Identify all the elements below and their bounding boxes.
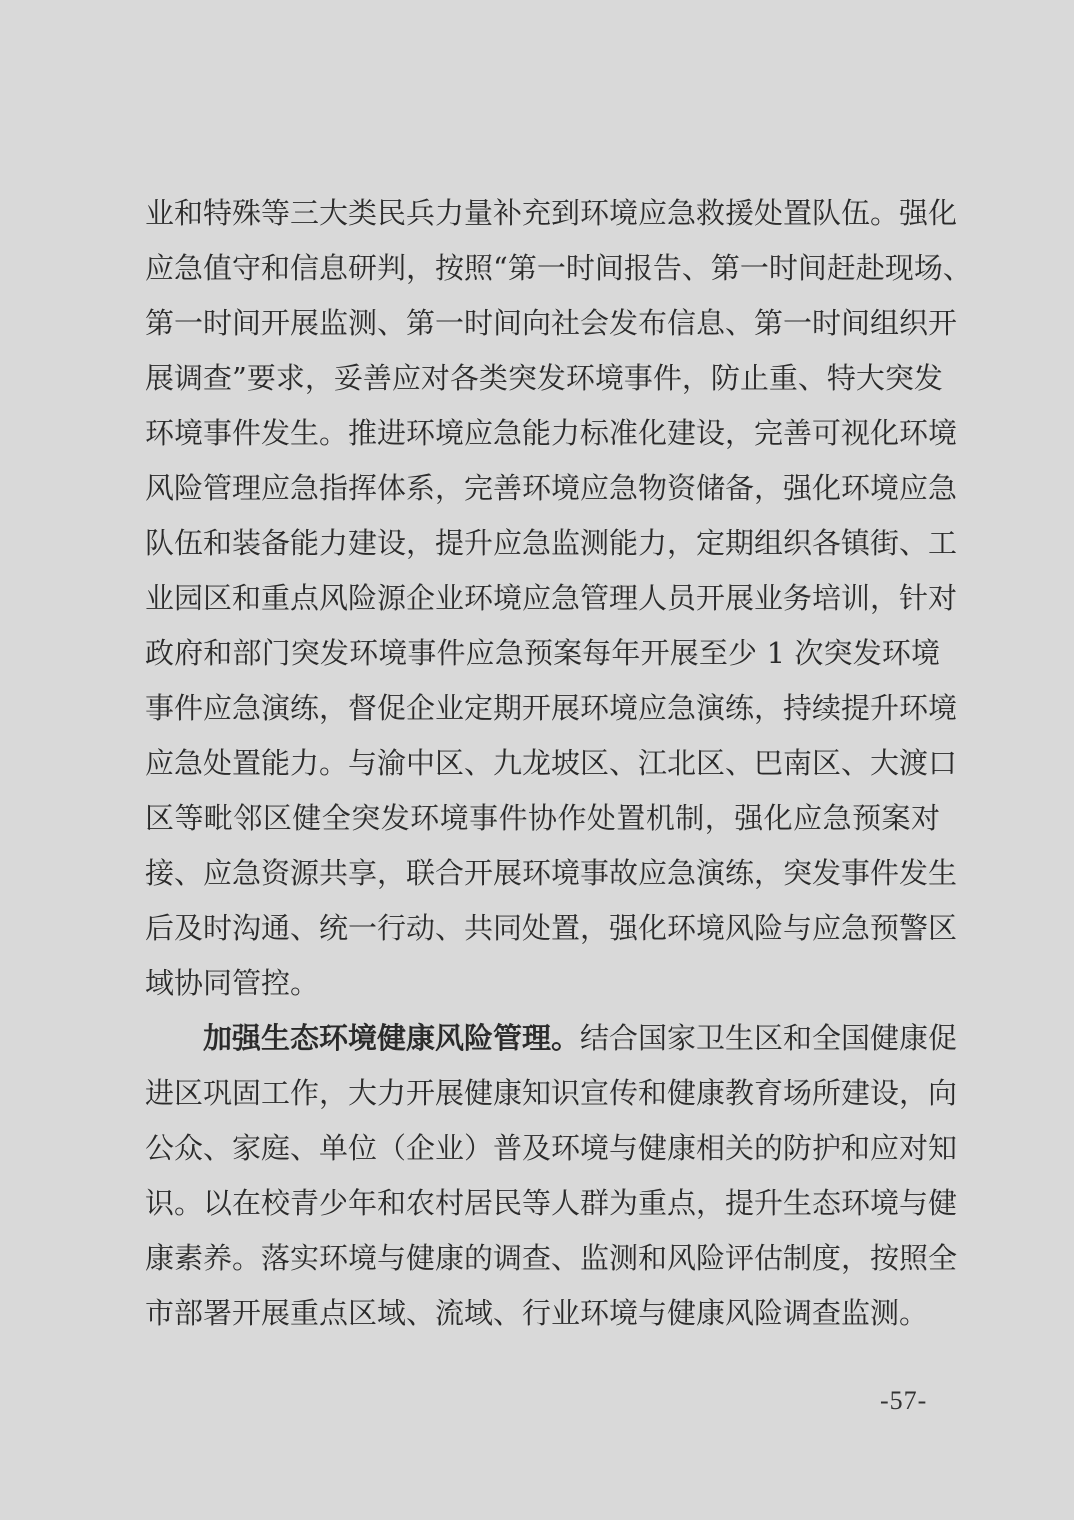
- text-line: 市部署开展重点区域、流域、行业环境与健康风险调查监测。: [145, 1296, 929, 1330]
- text-line: 事件应急演练，督促企业定期开展环境应急演练，持续提升环境: [145, 691, 958, 725]
- text-line: 展调查”要求，妥善应对各类突发环境事件，防止重、特大突发: [145, 361, 943, 395]
- page-number: -57-: [880, 1386, 928, 1415]
- paragraph-emergency-response: [145, 186, 972, 1011]
- text-line: 队伍和装备能力建设，提升应急监测能力，定期组织各镇街、工: [145, 526, 958, 560]
- text-line: 风险管理应急指挥体系，完善环境应急物资储备，强化环境应急: [145, 471, 958, 505]
- text-line: 区等毗邻区健全突发环境事件协作处置机制，强化应急预案对: [145, 801, 940, 835]
- text-line: 业和特殊等三大类民兵力量补充到环境应急救援处置队伍。强化: [145, 196, 958, 230]
- text-line: 进区巩固工作，大力开展健康知识宣传和健康教育场所建设，向: [145, 1076, 958, 1110]
- text-line: 康素养。落实环境与健康的调查、监测和风险评估制度，按照全: [145, 1241, 958, 1275]
- paragraph-health-risk: [145, 1011, 958, 1341]
- text-line: 识。以在校青少年和农村居民等人群为重点，提升生态环境与健: [145, 1186, 958, 1220]
- text-line: 环境事件发生。推进环境应急能力标准化建设，完善可视化环境: [145, 416, 958, 450]
- text-line: 公众、家庭、单位（企业）普及环境与健康相关的防护和应对知: [145, 1131, 958, 1165]
- text-line: 后及时沟通、统一行动、共同处置，强化环境风险与应急预警区: [145, 911, 958, 945]
- text-line: 业园区和重点风险源企业环境应急管理人员开展业务培训，针对: [145, 581, 958, 615]
- paragraph-first-line: [145, 1011, 958, 1066]
- text-line: 应急值守和信息研判，按照“第一时间报告、第一时间赶赴现场、: [145, 251, 972, 285]
- document-body: [145, 186, 972, 1341]
- paragraph-first-line-text: 结合国家卫生区和全国健康促: [580, 1021, 958, 1055]
- text-line: 应急处置能力。与渝中区、九龙坡区、江北区、巴南区、大渡口: [145, 746, 958, 780]
- text-line: 域协同管控。: [145, 966, 320, 1000]
- text-line: 接、应急资源共享，联合开展环境事故应急演练，突发事件发生: [145, 856, 958, 890]
- text-line: 政府和部门突发环境事件应急预案每年开展至少 1 次突发环境: [145, 636, 940, 670]
- paragraph-heading: 加强生态环境健康风险管理。: [203, 1021, 581, 1055]
- text-line: 第一时间开展监测、第一时间向社会发布信息、第一时间组织开: [145, 306, 958, 340]
